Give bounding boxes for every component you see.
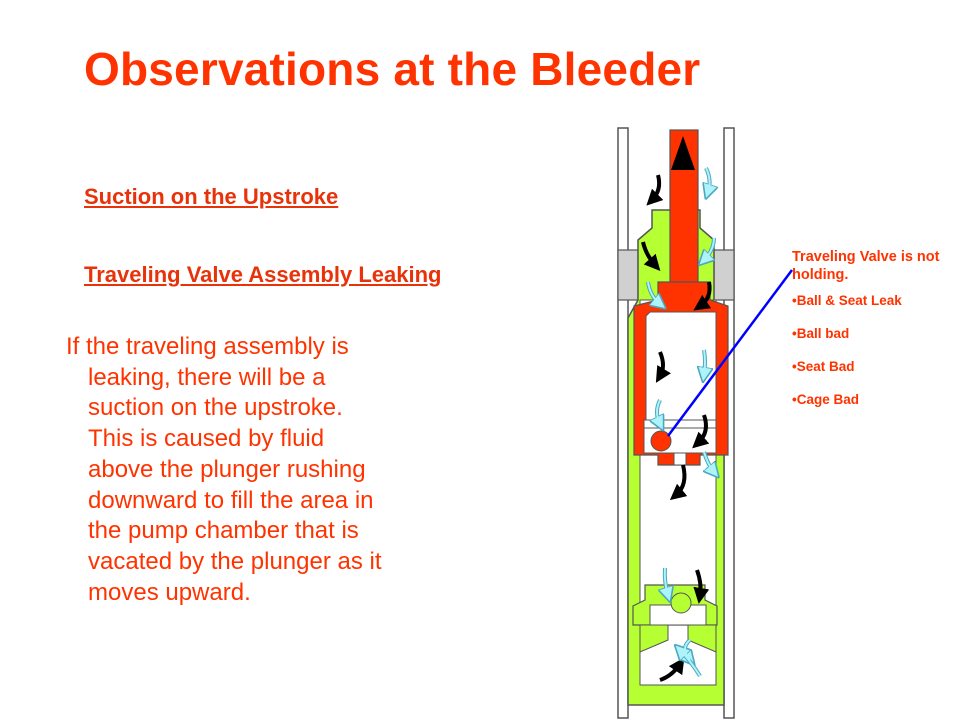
body-line: If the traveling assembly is [66, 333, 349, 360]
callout-item: • Ball bad [792, 325, 960, 343]
standing-valve-ball [671, 593, 691, 613]
body-line: downward to fill the area in [88, 486, 374, 514]
body-line: moves upward. [88, 578, 251, 606]
body-line: This is caused by fluid [88, 425, 325, 453]
body-line: the pump chamber that is [88, 517, 359, 545]
callout-item: • Seat Bad [792, 358, 960, 376]
callout-item: • Cage Bad [792, 391, 960, 409]
subheading-suction-upstroke: Suction on the Upstroke [84, 184, 339, 209]
body-line: suction on the upstroke. [88, 394, 343, 422]
subheading-traveling-valve-leaking: Traveling Valve Assembly Leaking [84, 262, 442, 287]
slide-title: Observations at the Bleeder [84, 43, 701, 95]
body-line: vacated by the plunger as it [88, 547, 382, 575]
body-line: above the plunger rushing [88, 455, 366, 483]
callout-item: • Ball & Seat Leak [792, 292, 960, 310]
callout-title: Traveling Valve is not holding. [792, 249, 940, 283]
body-line: leaking, there will be a [88, 363, 326, 391]
